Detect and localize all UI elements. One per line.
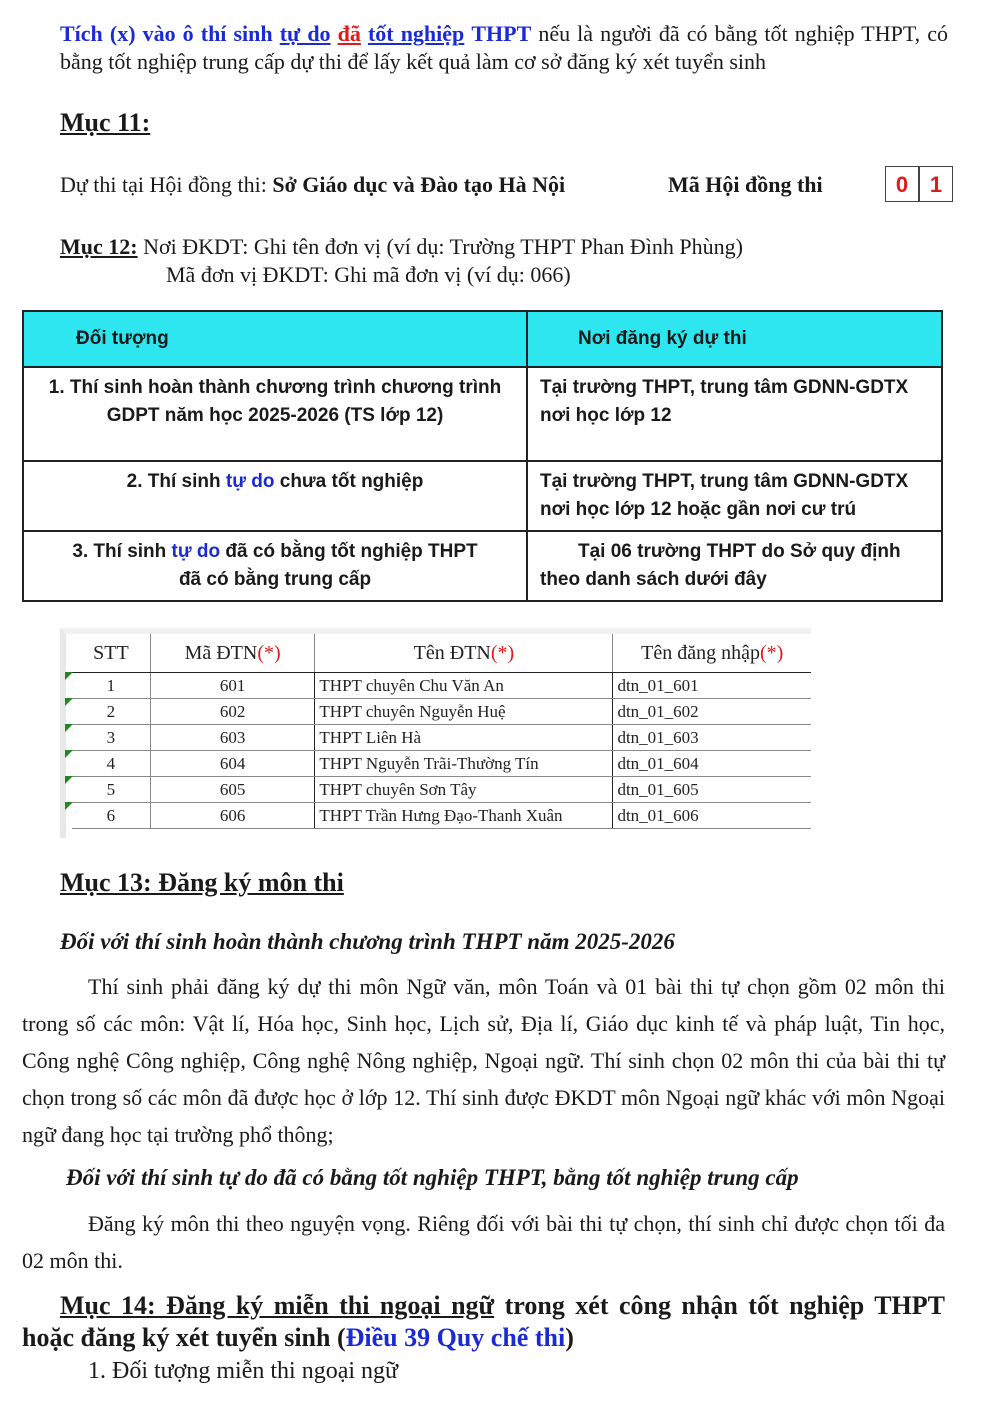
header-login-star: (*): [759, 641, 784, 664]
section-13-paragraph-2: Đăng ký môn thi theo nguyện vọng. Riêng đối với bài thi tự chọn, thí sinh chỉ được chọn tối đa 02 môn thi.: [22, 1211, 945, 1273]
code-cell: 604: [150, 751, 315, 777]
table-row: [23, 531, 942, 601]
school-list-image: [60, 628, 811, 838]
school-name-cell: THPT Nguyễn Trãi-Thường Tín: [315, 751, 613, 777]
school-name-cell: THPT Trần Hưng Đạo-Thanh Xuân: [315, 803, 613, 829]
row2-subject-free: tự do: [225, 471, 275, 492]
stt-cell: 5: [72, 777, 150, 803]
intro-instruction: [60, 20, 948, 76]
section-14-title-close: ): [565, 1323, 574, 1352]
table-row: [72, 751, 811, 777]
intro-da-text: đã: [337, 21, 361, 46]
header-ten-star: (*): [490, 641, 515, 664]
stt-cell: 3: [72, 725, 150, 751]
section-12-text2: Mã đơn vị ĐKDT: Ghi mã đơn vị (ví dụ: 066): [166, 262, 571, 287]
council-name: Sở Giáo dục và Đào tạo Hà Nội: [272, 172, 566, 197]
school-name-cell: THPT chuyên Chu Văn An: [315, 673, 613, 699]
section-12-line1: [60, 232, 743, 262]
cell-marker-icon: [65, 698, 73, 706]
table-row: [72, 725, 811, 751]
section-14-title-ref: Điều 39 Quy chế thi: [345, 1323, 566, 1352]
header-ten-label: Tên ĐTN: [413, 641, 491, 664]
section-12-title: Mục 12:: [60, 234, 138, 259]
table-row: [23, 367, 942, 461]
row2-subject-pre: 2. Thí sinh: [126, 471, 221, 492]
cell-marker-icon: [65, 776, 73, 784]
school-name-cell: THPT chuyên Sơn Tây: [315, 777, 613, 803]
header-ma-star: (*): [257, 641, 281, 664]
row3-subject-line2: đã có bằng trung cấp: [178, 569, 372, 590]
stt-cell: 2: [72, 699, 150, 725]
login-cell: dtn_01_601: [613, 673, 811, 699]
code-cell: 605: [150, 777, 315, 803]
stt-cell: 4: [72, 751, 150, 777]
school-header-row: [72, 634, 811, 673]
cell-marker-icon: [65, 724, 73, 732]
section-13-title: Mục 13: Đăng ký môn thi: [60, 868, 344, 897]
header-ma: [150, 634, 315, 673]
row3-subject: [23, 531, 527, 601]
row3-subject-post: đã có bằng tốt nghiệp THPT: [225, 541, 478, 562]
row2-subject: [23, 461, 527, 531]
council-line: [60, 172, 565, 198]
header-subject: Đối tượng: [23, 311, 527, 367]
stt-cell: 1: [72, 673, 150, 699]
row2-subject-post: chưa tốt nghiệp: [279, 471, 424, 492]
code-cell: 602: [150, 699, 315, 725]
section-11-title: Mục 11:: [60, 108, 151, 137]
table-header-row: [23, 311, 942, 367]
login-cell: dtn_01_603: [613, 725, 811, 751]
header-login-label: Tên đăng nhập: [641, 641, 760, 664]
table-row: [72, 673, 811, 699]
table-row: [72, 777, 811, 803]
login-cell: dtn_01_605: [613, 777, 811, 803]
section-14-item-1: 1. Đối tượng miễn thi ngoại ngữ: [88, 1358, 399, 1384]
code-cell: 606: [150, 803, 315, 829]
header-stt: STT: [72, 634, 150, 673]
header-ma-label: Mã ĐTN: [184, 641, 258, 664]
row2-place: Tại trường THPT, trung tâm GDNN-GDTX nơi học lớp 12 hoặc gần nơi cư trú: [527, 461, 942, 531]
intro-graduated-text: tốt nghiệp: [367, 21, 465, 46]
header-login: [613, 634, 811, 673]
table-row: [72, 699, 811, 725]
section-13-paragraph-1: Thí sinh phải đăng ký dự thi môn Ngữ văn, môn Toán và 01 bài thi tự chọn gồm 02 môn thi trong số các môn: Vật lí, Hóa học, Sinh học, Lịch sử, Địa lí, Giáo dục kinh tế và pháp luật, Tin học, Công nghệ Công nghiệp, Công nghệ Nông nghiệp, Ngoại ngữ. Thí sinh chọn 02 môn thi của bài thi tự chọn trong số các môn đã được học ở lớp 12. Thí sinh được ĐKDT môn Ngoại ngữ khác với môn Ngoại ngữ đang học tại trường phổ thông;: [22, 974, 945, 1147]
cell-marker-icon: [65, 802, 73, 810]
row3-place: Tại 06 trường THPT do Sở quy định theo danh sách dưới đây: [527, 531, 942, 601]
row3-subject-free: tự do: [171, 541, 221, 562]
council-label: Dự thi tại Hội đồng thi:: [60, 172, 267, 197]
stt-cell: 6: [72, 803, 150, 829]
header-ten: [315, 634, 613, 673]
school-name-cell: THPT chuyên Nguyễn Huệ: [315, 699, 613, 725]
school-name-cell: THPT Liên Hà: [315, 725, 613, 751]
section-13-heading-2: Đối với thí sinh tự do đã có bằng tốt nghiệp THPT, bằng tốt nghiệp trung cấp: [66, 1165, 799, 1190]
login-cell: dtn_01_606: [613, 803, 811, 829]
intro-thpt-text: THPT: [471, 21, 532, 46]
cell-marker-icon: [65, 750, 73, 758]
login-cell: dtn_01_602: [613, 699, 811, 725]
table-row: [23, 461, 942, 531]
section-12-text1: Nơi ĐKDT: Ghi tên đơn vị (ví dụ: Trường THPT Phan Đình Phùng): [143, 234, 743, 259]
code-cell: 601: [150, 673, 315, 699]
council-code-digit: 1: [919, 166, 953, 202]
header-place: Nơi đăng ký dự thi: [527, 311, 942, 367]
section-14-title-underlined: Mục 14: Đăng ký miễn thi ngoại ngữ: [60, 1291, 495, 1320]
cell-marker-icon: [65, 672, 73, 680]
section-13-heading-1: Đối với thí sinh hoàn thành chương trình THPT năm 2025-2026: [60, 929, 675, 954]
registration-place-table: [22, 310, 943, 602]
council-code-label: Mã Hội đồng thi: [668, 172, 823, 197]
row3-subject-pre: 3. Thí sinh: [72, 541, 167, 562]
council-code-digit: 0: [885, 166, 919, 202]
table-row: [72, 803, 811, 829]
school-list-table: [72, 634, 811, 829]
login-cell: dtn_01_604: [613, 751, 811, 777]
row1-place: Tại trường THPT, trung tâm GDNN-GDTX nơi học lớp 12: [527, 367, 942, 461]
section-14-title: [22, 1290, 945, 1354]
row1-subject: 1. Thí sinh hoàn thành chương trình chương trình GDPT năm học 2025-2026 (TS lớp 12): [23, 367, 527, 461]
section-14-title-rest: trong xét công nhận tốt nghiệp THPT hoặc đăng ký xét tuyển sinh (: [22, 1291, 946, 1352]
intro-tick-text: Tích (x) vào ô thí sinh: [60, 21, 273, 46]
intro-rest-text: nếu là người đã có bằng tốt nghiệp THPT, có bằng tốt nghiệp trung cấp dự thi để lấy kết quả làm cơ sở đăng ký xét tuyển sinh: [60, 21, 948, 74]
code-cell: 603: [150, 725, 315, 751]
intro-free-text: tự do: [279, 21, 331, 46]
